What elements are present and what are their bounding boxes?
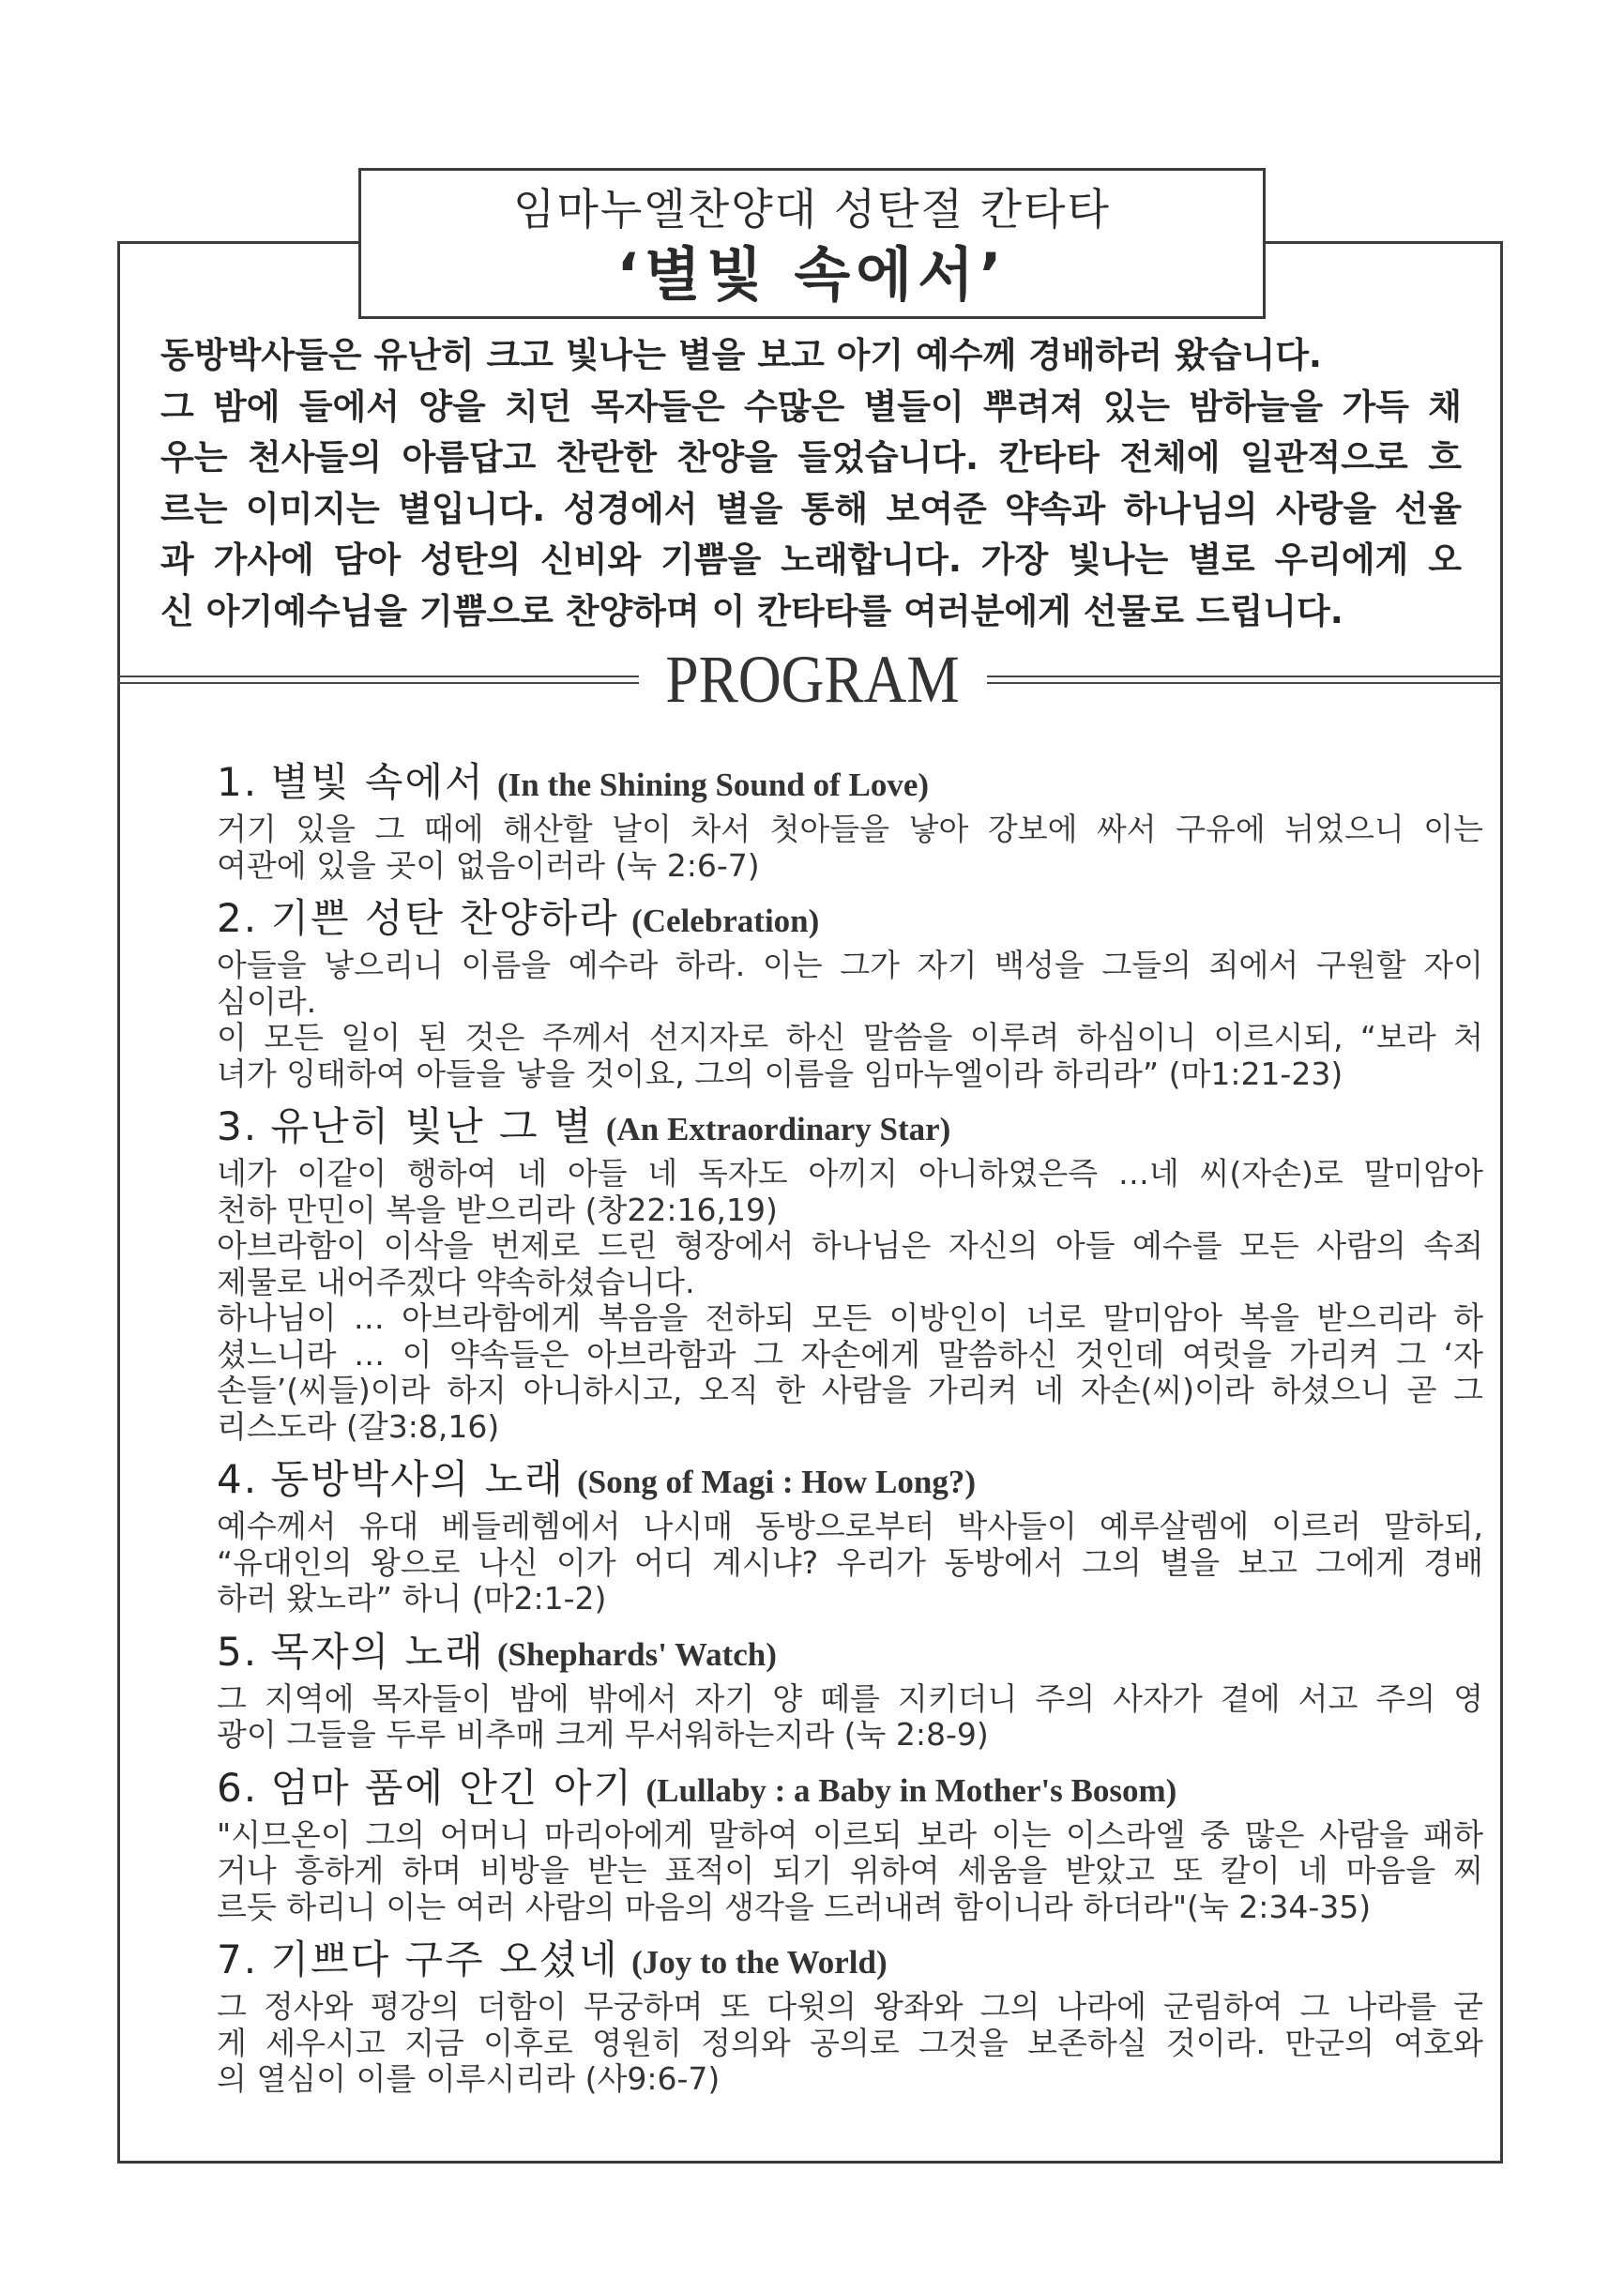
program-item [217, 1626, 1483, 1754]
program-item [217, 756, 1483, 884]
program-item-heading [217, 1762, 1483, 1815]
text-line: 과 가사에 담아 성탄의 신비와 기쁨을 노래합니다. 가장 빛나는 별로 우리에게 오 [160, 539, 1462, 580]
text-line: 그 정사와 평강의 더함이 무궁하며 또 다윗의 왕좌와 그의 나라에 군림하여 그 나라를 굳 [217, 1988, 1483, 2025]
text-line: 거나 흥하게 하며 비방을 받는 표적이 되기 위하여 세움을 받았고 또 칼이 네 마음을 찌 [217, 1852, 1483, 1889]
program-item-title: 별빛 속에서 [270, 759, 485, 805]
title-box [358, 168, 1266, 319]
program-item-subtitle: (An Extraordinary Star) [605, 1111, 951, 1147]
program-item-heading [217, 1453, 1483, 1506]
program-item [217, 892, 1483, 1092]
text-line: 아들을 낳으리니 이름을 예수라 하라. 이는 그가 자기 백성을 그들의 죄에서 구원할 자이 [217, 947, 1483, 983]
intro-paragraph [160, 382, 1462, 638]
text-line: 그 지역에 목자들이 밤에 밖에서 자기 양 떼를 지키더니 주의 사자가 곁에 서고 주의 영 [217, 1679, 1483, 1717]
program-item-title: 엄마 품에 안긴 아기 [270, 1764, 634, 1811]
program-item-body [217, 1681, 1483, 1754]
program-item-heading [217, 1101, 1483, 1153]
program-item [217, 1934, 1483, 2098]
scripture-paragraph [217, 1228, 1483, 1300]
text-line: 제물로 내어주겠다 약속하셨습니다. [217, 1263, 695, 1300]
program-item-heading [217, 756, 1483, 809]
program-item-body [217, 1156, 1483, 1445]
title-line-2: ‘별빛 속에서’ [616, 240, 1008, 309]
program-divider-left [117, 676, 639, 684]
program-item-number: 7. [217, 1936, 259, 1982]
text-line: 손들’(씨들)이라 하지 아니하시고, 오직 한 사람을 가리켜 네 자손(씨)이라 하셨으니 곧 그 [217, 1372, 1483, 1408]
program-item-subtitle: (Shephards' Watch) [497, 1635, 777, 1673]
text-line: 르는 이미지는 별입니다. 성경에서 별을 통해 보여준 약속과 하나님의 사랑을 선율 [160, 488, 1462, 529]
program-item-number: 2. [217, 895, 259, 941]
scripture-paragraph [217, 1156, 1483, 1228]
text-line: 그 밤에 들에서 양을 치던 목자들은 수많은 별들이 뿌려져 있는 밤하늘을 가득 채 [160, 386, 1462, 427]
text-line: 동방박사들은 유난히 크고 빛나는 별을 보고 아기 예수께 경배하러 왔습니다. [160, 335, 1322, 375]
program-item-number: 5. [217, 1628, 259, 1675]
intro-paragraph [160, 330, 1462, 382]
program-item-number: 1. [217, 759, 259, 805]
text-line: 리스도라 (갈3:8,16) [217, 1407, 500, 1445]
program-item-heading [217, 1934, 1483, 1986]
text-line: 우는 천사들의 아름답고 찬란한 찬양을 들었습니다. 칸타타 전체에 일관적으로 흐 [160, 437, 1462, 478]
text-line: 천하 만민이 복을 받으리라 (창22:16,19) [217, 1191, 778, 1228]
program-item-number: 6. [217, 1764, 259, 1811]
scripture-paragraph [217, 1300, 1483, 1445]
scripture-paragraph [217, 948, 1483, 1020]
program-item-number: 3. [217, 1103, 259, 1149]
program-item-title: 기쁜 성탄 찬양하라 [270, 895, 619, 941]
program-item-number: 4. [217, 1456, 259, 1502]
program-item-title: 기쁘다 구주 오셨네 [270, 1936, 619, 1982]
program-item-heading [217, 892, 1483, 945]
text-line: 심이라. [217, 982, 317, 1020]
text-line: "시므온이 그의 어머니 마리아에게 말하여 이르되 보라 이는 이스라엘 중 많은 사람을 패하 [217, 1815, 1483, 1853]
program-divider-right [987, 676, 1503, 684]
program-item-body [217, 948, 1483, 1092]
scripture-paragraph [217, 1817, 1483, 1926]
scripture-paragraph [217, 812, 1483, 884]
program-item [217, 1762, 1483, 1926]
text-line: 신 아기예수님을 기쁨으로 찬양하며 이 칸타타를 여러분에게 선물로 드립니다. [160, 590, 1343, 631]
program-item-subtitle: (Song of Magi : How Long?) [577, 1464, 977, 1500]
program-item-body [217, 1817, 1483, 1926]
scripture-paragraph [217, 1020, 1483, 1092]
program-item-body [217, 1989, 1483, 2098]
text-line: 네가 이같이 행하여 네 아들 네 독자도 아끼지 아니하였은즉 …네 씨(자손)로 말미암아 [217, 1155, 1483, 1192]
program-item-subtitle: (Lullaby : a Baby in Mother's Bosom) [645, 1771, 1177, 1809]
program-item-title: 동방박사의 노래 [270, 1456, 565, 1502]
text-line: 의 열심이 이를 이루시리라 (사9:6-7) [217, 2060, 721, 2097]
scripture-paragraph [217, 1509, 1483, 1617]
program-item [217, 1101, 1483, 1445]
text-line: “유대인의 왕으로 나신 이가 어디 계시냐? 우리가 동방에서 그의 별을 보고 그에게 경배 [217, 1543, 1483, 1581]
program-item-title: 목자의 노래 [270, 1628, 485, 1675]
text-line: 예수께서 유대 베들레헴에서 나시매 동방으로부터 박사들이 예루살렘에 이르러 말하되, [217, 1508, 1483, 1544]
program-label [639, 644, 987, 715]
text-line: 하러 왔노라” 하니 (마2:1-2) [217, 1580, 607, 1617]
text-line: 여관에 있을 곳이 없음이러라 (눅 2:6-7) [217, 846, 760, 884]
text-line: 르듯 하리니 이는 여러 사람의 마음의 생각을 드러내려 함이니라 하더라"(눅 2:34-35) [217, 1888, 1372, 1925]
scripture-paragraph [217, 1989, 1483, 2098]
text-line: 녀가 잉태하여 아들을 낳을 것이요, 그의 이름을 임마누엘이라 하리라” (마1:21-23) [217, 1055, 1343, 1092]
text-line: 아브라함이 이삭을 번제로 드린 형장에서 하나님은 자신의 아들 예수를 모든 사람의 속죄 [217, 1227, 1483, 1264]
text-line: 게 세우시고 지금 이후로 영원히 정의와 공의로 그것을 보존하실 것이라. 만군의 여호와 [217, 2024, 1483, 2061]
text-line: 거기 있을 그 때에 해산할 날이 차서 첫아들을 낳아 강보에 싸서 구유에 뉘었으니 이는 [217, 811, 1483, 847]
program-item-body [217, 812, 1483, 884]
scripture-paragraph [217, 1681, 1483, 1754]
program-item [217, 1453, 1483, 1617]
text-line: 광이 그들을 두루 비추매 크게 무서워하는지라 (눅 2:8-9) [217, 1716, 989, 1753]
program-item-subtitle: (In the Shining Sound of Love) [497, 767, 930, 803]
program-item-subtitle: (Joy to the World) [631, 1944, 888, 1981]
text-line: 하나님이 … 아브라함에게 복음을 전하되 모든 이방인이 너로 말미암아 복을 받으리라 하 [217, 1299, 1483, 1336]
text-line: 이 모든 일이 된 것은 주께서 선지자로 하신 말씀을 이루려 하심이니 이르시되, “보라 처 [217, 1019, 1483, 1055]
program-item-heading [217, 1626, 1483, 1678]
program-item-body [217, 1509, 1483, 1617]
program-item-title: 유난히 빛난 그 별 [270, 1103, 594, 1149]
program-item-subtitle: (Celebration) [631, 903, 820, 939]
text-line: 셨느니라 … 이 약속들은 아브라함과 그 자손에게 말씀하신 것인데 여럿을 가리켜 그 ‘자 [217, 1335, 1483, 1373]
program-label-text: PROGRAM [665, 642, 961, 717]
title-line-1: 임마누엘찬양대 성탄절 칸타타 [513, 184, 1111, 235]
intro-text [160, 330, 1462, 637]
program-list [217, 756, 1483, 2106]
